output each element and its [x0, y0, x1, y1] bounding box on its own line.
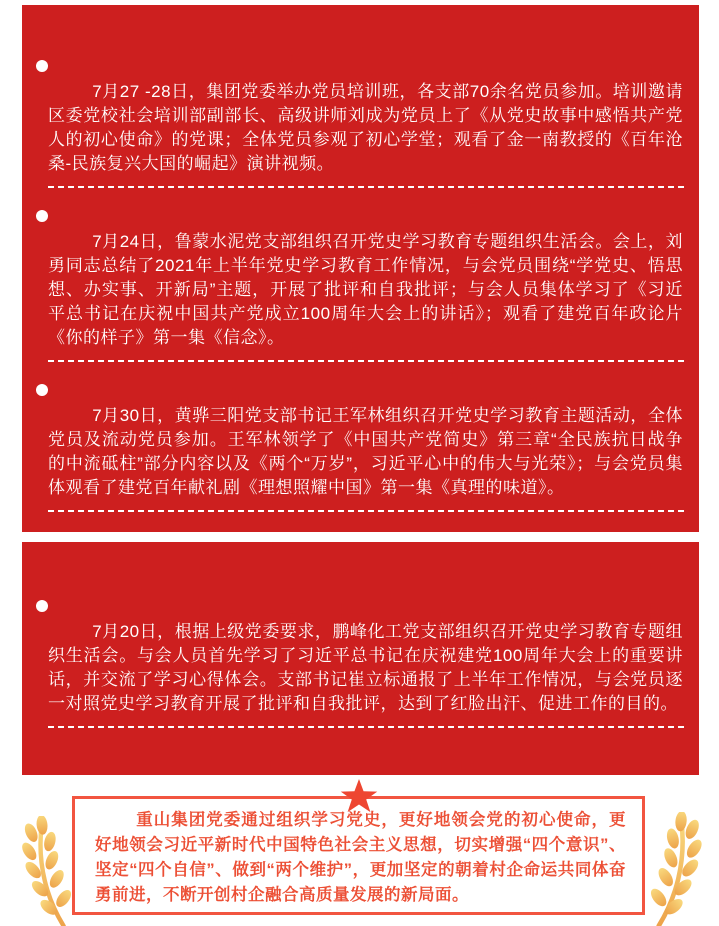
news-block-1	[22, 5, 699, 532]
bullet-dot-icon	[36, 384, 48, 396]
dashed-divider	[48, 186, 684, 188]
summary-text: 重山集团党委通过组织学习党史，更好地领会党的初心使命，更好地领会习近平新时代中国特色社会主义思想，切实增强“四个意识”、坚定“四个自信”、做到“两个维护”，更加坚定的朝着村企命运共同体奋勇前进，不断开创村企融合高质量发展的新局面。	[95, 811, 626, 904]
wheat-branch-icon	[12, 816, 76, 926]
news-item-text: 7月27 -28日，集团党委举办党员培训班，各支部70余名党员参加。培训邀请区委党校社会培训部副部长、高级讲师刘成为党员上了《从党史故事中感悟共产党人的初心使命》的党课；全体党员参观了初心学堂；观看了金一南教授的《百年沧桑-民族复兴大国的崛起》演讲视频。	[48, 82, 683, 173]
dashed-divider	[48, 726, 684, 728]
wheat-branch-icon	[646, 812, 712, 926]
bullet-dot-icon	[36, 210, 48, 222]
bullet-dot-icon	[36, 60, 48, 72]
news-block-2	[22, 542, 699, 775]
news-item-text: 7月30日，黄骅三阳党支部书记王军林组织召开党史学习教育主题活动，全体党员及流动党员参加。王军林领学了《中国共产党简史》第三章“全民族抗日战争的中流砥柱”部分内容以及《两个“万岁”，习近平心中的伟大与光荣》；与会党员集体观看了建党百年献礼剧《理想照耀中国》第一集《真理的味道》。	[48, 406, 683, 497]
news-item-text: 7月24日，鲁蒙水泥党支部组织召开党史学习教育专题组织生活会。会上，刘勇同志总结了2021年上半年党史学习教育工作情况，与会党员围绕“学党史、悟思想、办实事、开新局”主题，开展了批评和自我批评；与会人员集体学习了《习近平总书记在庆祝中国共产党成立100周年大会上的讲话》；观看了建党百年政论片《你的样子》第一集《信念》。	[48, 232, 683, 347]
bullet-dot-icon	[36, 600, 48, 612]
dashed-divider	[48, 510, 684, 512]
dashed-divider	[48, 360, 684, 362]
news-item-text: 7月20日，根据上级党委要求，鹏峰化工党支部组织召开党史学习教育专题组织生活会。与会人员首先学习了习近平总书记在庆祝建党100周年大会上的重要讲话，并交流了学习心得体会。支部书记崔立标通报了上半年工作情况，与会党员逐一对照党史学习教育开展了批评和自我批评，达到了红脸出汗、促进工作的目的。	[48, 622, 683, 713]
summary-box	[72, 796, 645, 915]
